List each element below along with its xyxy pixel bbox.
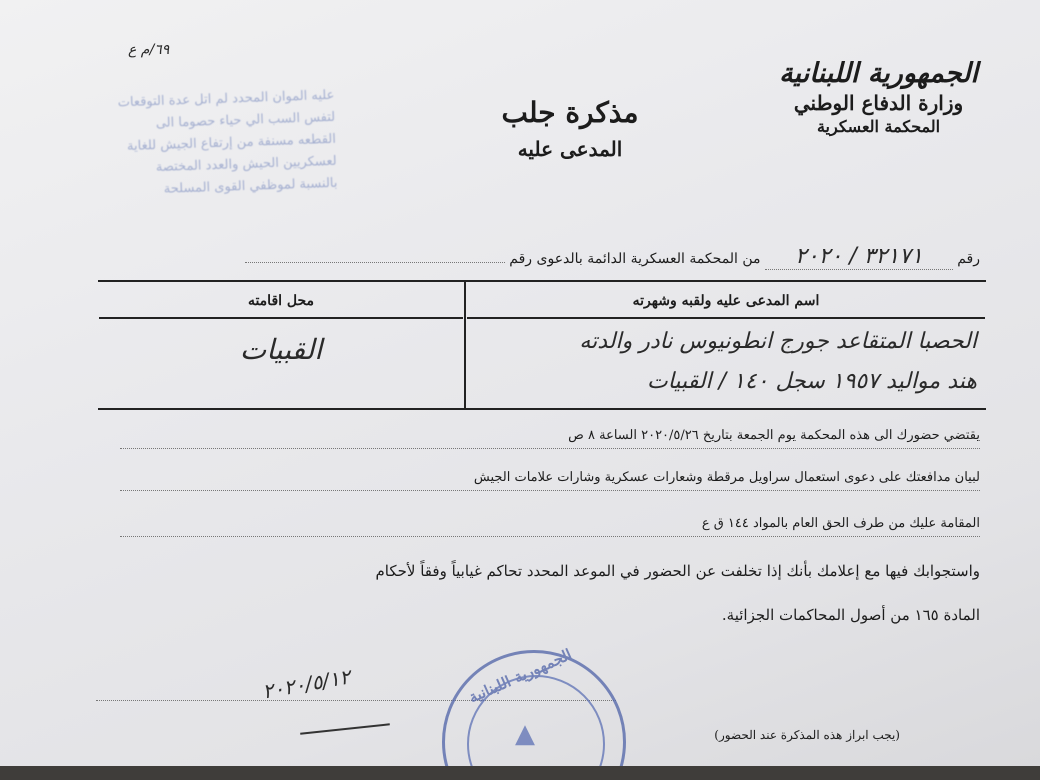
residence-value: القبيات — [239, 333, 323, 366]
name-column — [465, 281, 986, 409]
dotted-rule — [120, 536, 980, 537]
case-prefix: رقم — [957, 251, 980, 267]
blue-stamp-line: لعسكريين الحيش والعدد المختصة — [155, 153, 337, 176]
charge-line: لبيان مدافعتك على دعوى استعمال سراويل مرقطة وشعارات عسكرية وشارات علامات الجيش — [473, 470, 980, 485]
blue-stamp-line: لتفس السب الي حياء حصوما الى — [155, 109, 336, 132]
court-name: المحكمة العسكرية — [816, 117, 941, 136]
blue-stamp-text — [34, 85, 338, 205]
defendant-name-line2: هند مواليد ١٩٥٧ سجل ١٤٠ / القبيات — [647, 369, 977, 394]
name-column-header: اسم المدعى عليه ولقبه وشهرته — [467, 283, 985, 319]
case-number: ٣٢١٧١ / ٢٠٢٠ — [765, 244, 953, 270]
signature-stroke — [300, 723, 390, 734]
residence-column — [98, 281, 465, 409]
case-dotted-blank — [245, 262, 505, 263]
article-reference-line: المادة ١٦٥ من أصول المحاكمات الجزائية. — [721, 606, 980, 624]
defendant-name-line1: الحصبا المتقاعد جورج انطونيوس نادر والدته — [579, 329, 977, 354]
blue-stamp-line: عليه الموان المحدد لم اتل عدة التوقعات — [117, 87, 335, 111]
republic-name: الجمهورية اللبنانية — [779, 58, 978, 89]
case-text: من المحكمة العسكرية الدائمة بالدعوى رقم — [509, 251, 761, 267]
signature-date: ٢٠٢٠/٥/١٢ — [260, 664, 353, 704]
blue-stamp-line: بالنسبة لموظفي القوى المسلحة — [163, 175, 338, 197]
dotted-rule — [120, 490, 980, 491]
title-block — [470, 96, 670, 161]
case-line — [245, 244, 980, 269]
warning-line: واستجوابك فيها مع إعلامك بأنك إذا تخلفت عن الحضور في الموعد المحدد تحاكم غيابياً وفقاً لأحكام — [375, 562, 980, 580]
document-title: مذكرة جلب — [501, 96, 639, 129]
cedar-icon: ▲ — [515, 719, 535, 749]
articles-line: المقامة عليك من طرف الحق العام بالمواد ١٤٤ ق ع — [701, 516, 980, 531]
residence-column-header: محل اقامته — [99, 283, 463, 319]
appearance-line: يقتضي حضورك الى هذه المحكمة يوم الجمعة بتاريخ ٢٠٢٠/٥/٢٦ الساعة ٨ ص — [568, 428, 980, 443]
defendant-table — [98, 280, 986, 410]
blue-stamp-line: القطعه مسنفة من إرتفاع الجيش للغاية — [126, 131, 337, 155]
document-subtitle: المدعى عليه — [517, 137, 623, 161]
letterhead — [779, 58, 978, 136]
ministry-name: وزارة الدفاع الوطني — [793, 91, 964, 115]
footer-note: (يجب ابراز هذه المذكرة عند الحضور) — [714, 728, 900, 742]
official-seal — [442, 645, 626, 766]
seal-text: الجمهورية اللبنانية — [466, 645, 575, 707]
dotted-rule — [120, 448, 980, 449]
reference-number: ٦٩/م ع — [128, 42, 170, 58]
